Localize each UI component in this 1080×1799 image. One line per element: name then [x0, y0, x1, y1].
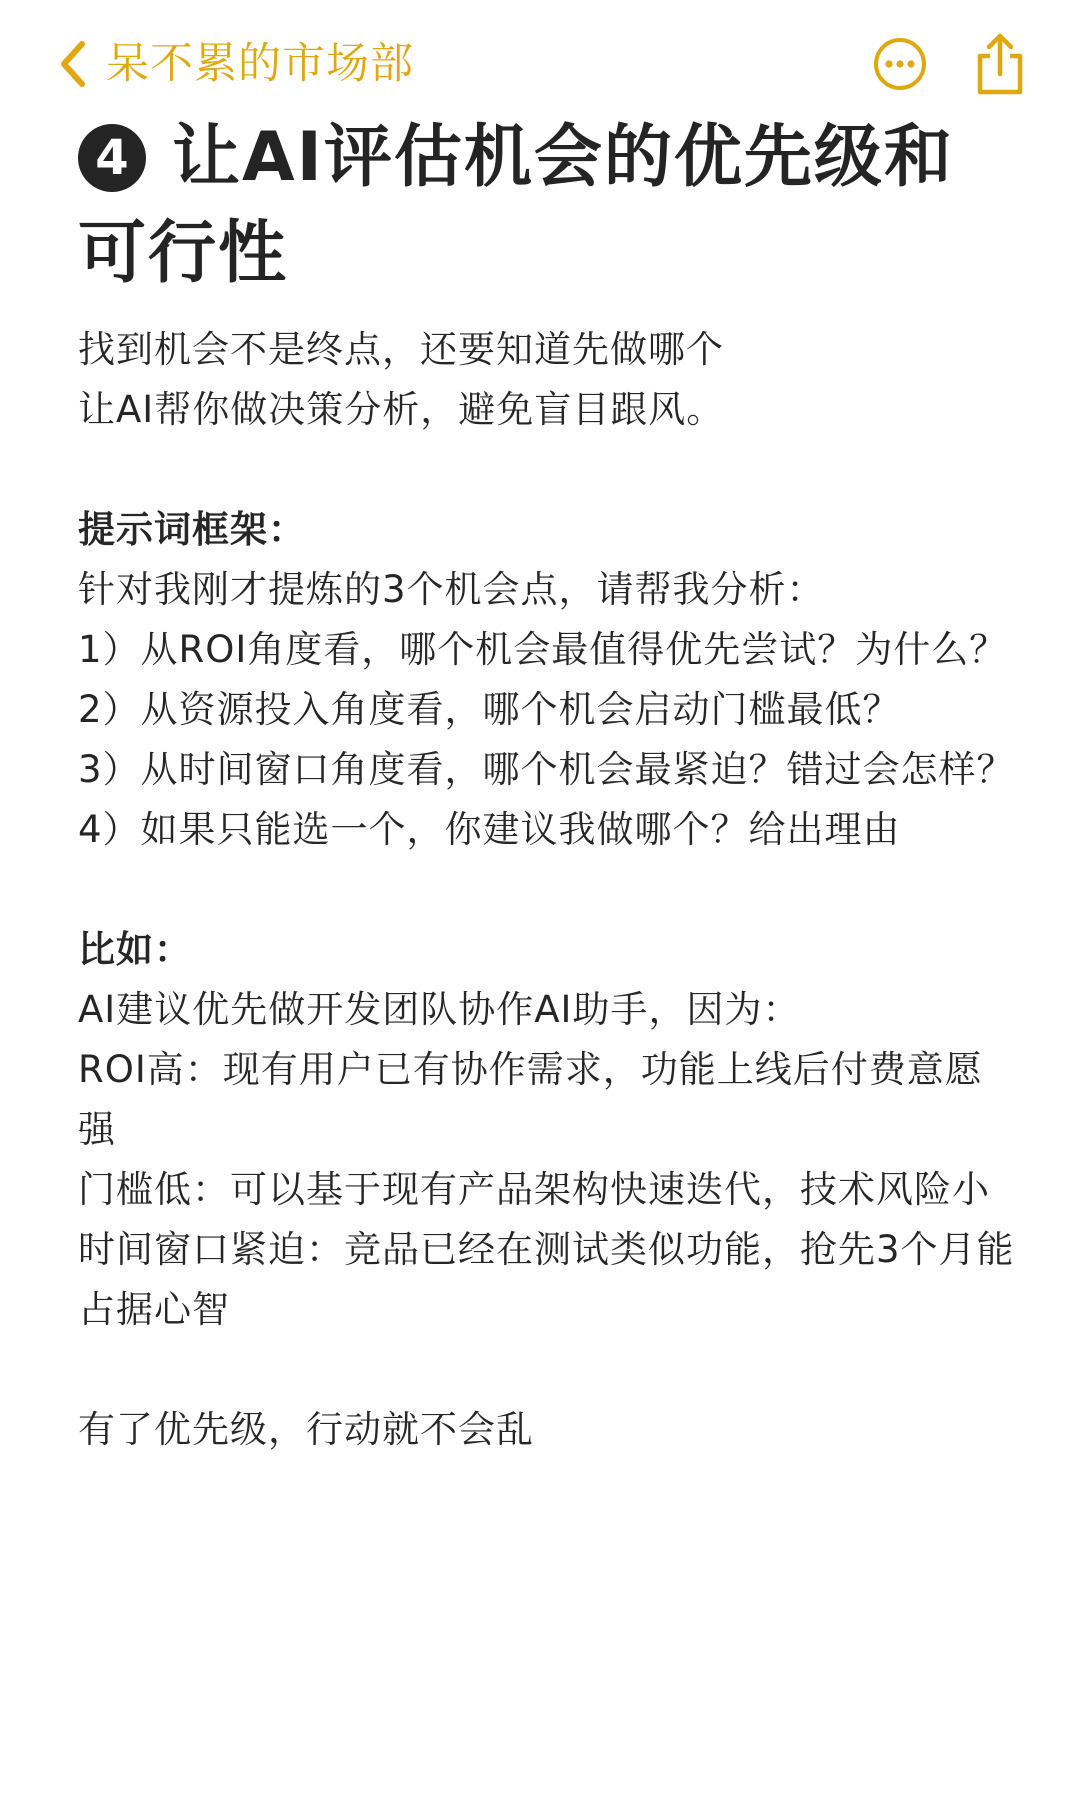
- prompt-item: 4）如果只能选一个，你建议我做哪个？给出理由: [78, 808, 901, 851]
- chevron-left-icon: [56, 38, 90, 90]
- spacer: [78, 1340, 1018, 1400]
- more-circle-icon[interactable]: [870, 34, 930, 94]
- example-reason: 时间窗口紧迫：竞品已经在测试类似功能，抢先3个月能占据心智: [78, 1228, 1015, 1331]
- title-line-1: 让AI评估机会的优先级和: [172, 118, 954, 197]
- page-title: [78, 110, 1018, 302]
- spacer: [78, 860, 1018, 920]
- example-heading: 比如：: [78, 928, 192, 971]
- example-reason: ROI高：现有用户已有协作需求，功能上线后付费意愿强: [78, 1048, 983, 1151]
- example-lead: AI建议优先做开发团队协作AI助手，因为：: [78, 988, 801, 1031]
- example-reason: 门槛低：可以基于现有产品架构快速迭代，技术风险小: [78, 1168, 990, 1211]
- title-line-2: 可行性: [78, 214, 289, 293]
- note-content: [78, 110, 1018, 1460]
- prompt-item: 1）从ROI角度看，哪个机会最值得优先尝试？为什么？: [78, 628, 1008, 671]
- prompt-lead: 针对我刚才提炼的3个机会点，请帮我分析：: [78, 568, 825, 611]
- back-button[interactable]: [56, 36, 414, 92]
- intro-line: 让AI帮你做决策分析，避免盲目跟风。: [78, 388, 725, 431]
- prompt-item: 3）从时间窗口角度看，哪个机会最紧迫？错过会怎样？: [78, 748, 1015, 791]
- closing-line: 有了优先级，行动就不会乱: [78, 1408, 534, 1451]
- prompt-item: 2）从资源投入角度看，哪个机会启动门槛最低？: [78, 688, 901, 731]
- prompt-heading: 提示词框架：: [78, 508, 306, 551]
- title-number-badge: 4: [78, 124, 146, 192]
- spacer: [78, 440, 1018, 500]
- back-label: 呆不累的市场部: [106, 39, 414, 89]
- intro-line: 找到机会不是终点，还要知道先做哪个: [78, 328, 724, 371]
- share-icon[interactable]: [972, 30, 1028, 100]
